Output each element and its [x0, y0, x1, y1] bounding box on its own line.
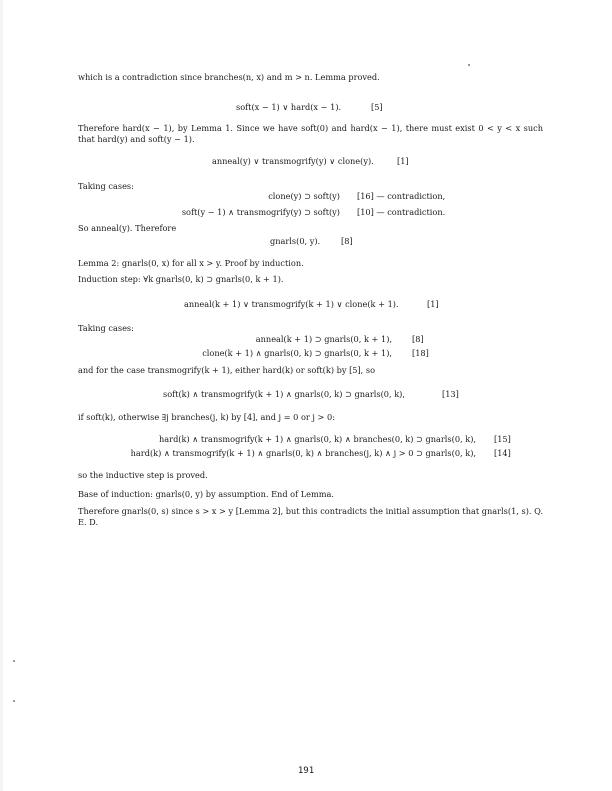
lemma-heading: Lemma 2: gnarls(0, x) for all x > y. Proof by induction.: [78, 258, 304, 268]
text-line: So anneal(y). Therefore: [78, 223, 177, 233]
equation-ref: [15]: [494, 434, 511, 444]
equation-ref: [13]: [442, 389, 459, 399]
equation: clone(y) ⊃ soft(y): [268, 191, 340, 201]
equation-ref: [5]: [371, 102, 383, 112]
scan-speck: [13, 660, 15, 662]
equation-ref: [1]: [397, 156, 409, 166]
text-line: if soft(k), otherwise ∃j branches(j, k) by [4], and j = 0 or j > 0:: [78, 412, 335, 422]
equation: hard(k) ∧ transmogrify(k + 1) ∧ gnarls(0, k) ∧ branches(0, k) ⊃ gnarls(0, k),: [159, 434, 476, 444]
equation-ref: [16] — contradiction,: [357, 191, 446, 201]
text-line: which is a contradiction since branches(n, x) and m > n. Lemma proved.: [78, 72, 380, 82]
text-line: Taking cases:: [78, 323, 134, 333]
paragraph: Therefore hard(x − 1), by Lemma 1. Since we have soft(0) and hard(x − 1), there must exist 0 < y < x such that hard(y) and soft(y − 1).: [78, 123, 543, 144]
text-line: Taking cases:: [78, 181, 134, 191]
scan-edge: [0, 0, 3, 791]
equation: anneal(y) ∨ transmogrify(y) ∨ clone(y).: [212, 156, 374, 166]
equation-ref: [8]: [341, 236, 353, 246]
text-line: and for the case transmogrify(k + 1), either hard(k) or soft(k) by [5], so: [78, 365, 376, 375]
equation: hard(k) ∧ transmogrify(k + 1) ∧ gnarls(0, k) ∧ branches(j, k) ∧ j > 0 ⊃ gnarls(0, k),: [130, 448, 476, 458]
text-line: Induction step: ∀k gnarls(0, k) ⊃ gnarls(0, k + 1).: [78, 274, 284, 284]
scan-speck: [468, 64, 470, 66]
scan-speck: [13, 700, 15, 702]
paragraph: Therefore gnarls(0, s) since s > x > y [Lemma 2], but this contradicts the initial assumption that gnarls(1, s). Q. E. D.: [78, 506, 543, 527]
equation: soft(y − 1) ∧ transmogrify(y) ⊃ soft(y): [181, 207, 340, 217]
equation: anneal(k + 1) ⊃ gnarls(0, k + 1),: [255, 334, 392, 344]
text-line: so the inductive step is proved.: [78, 470, 208, 480]
equation: soft(k) ∧ transmogrify(k + 1) ∧ gnarls(0, k) ⊃ gnarls(0, k),: [163, 389, 405, 399]
equation: gnarls(0, y).: [270, 236, 321, 246]
equation-ref: [1]: [427, 299, 439, 309]
equation: clone(k + 1) ∧ gnarls(0, k) ⊃ gnarls(0, k + 1),: [202, 348, 392, 358]
equation-ref: [8]: [412, 334, 424, 344]
page-number: 191: [297, 766, 315, 776]
equation-ref: [14]: [494, 448, 511, 458]
text-line: Base of induction: gnarls(0, y) by assumption. End of Lemma.: [78, 489, 335, 499]
equation: anneal(k + 1) ∨ transmogrify(k + 1) ∨ clone(k + 1).: [184, 299, 399, 309]
equation-ref: [18]: [412, 348, 429, 358]
equation-ref: [10] — contradiction.: [357, 207, 446, 217]
equation: soft(x − 1) ∨ hard(x − 1).: [236, 102, 342, 112]
